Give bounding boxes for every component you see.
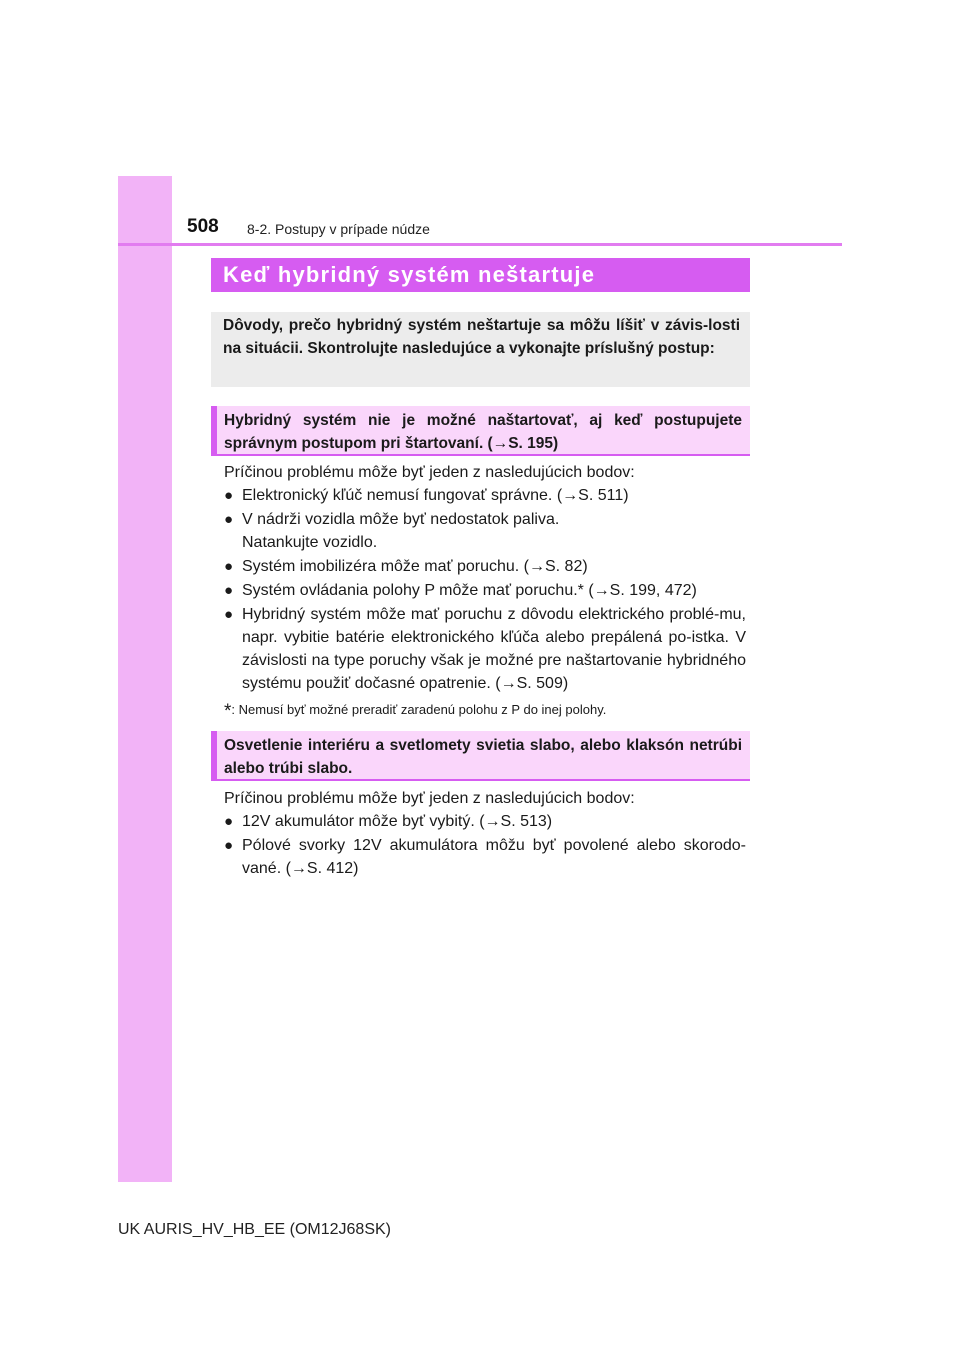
cause-lead-2: Príčinou problému môže byť jeden z nasledujúcich bodov: — [224, 790, 635, 807]
list-item-text: 12V akumulátor môže byť vybitý. (→S. 513) — [242, 813, 553, 830]
bullet-icon: ● — [224, 582, 234, 599]
list-item-text: Hybridný systém môže mať poruchu z dôvodu elektrického problé-mu, napr. vybitie batérie elektronického kľúča alebo prepálená po-istka. V závislosti na type poruchy však je možné pre naštartovanie hybridného systému použiť dočasné opatrenie. (→S. 509) — [242, 606, 746, 692]
bullet-icon: ● — [224, 813, 234, 830]
list-item-text: V nádrži vozidla môže byť nedostatok paliva. — [242, 511, 560, 528]
list-item-text: Pólové svorky 12V akumulátora môžu byť povolené alebo skorodo-vané. (→S. 412) — [242, 837, 746, 877]
list-item-text: Systém imobilizéra môže mať poruchu. (→S. 82) — [242, 558, 588, 575]
page-title: Keď hybridný systém neštartuje — [211, 258, 750, 292]
footnote-mark: * — [224, 701, 232, 722]
list-item — [224, 508, 746, 554]
intro-box: Dôvody, prečo hybridný systém neštartuje sa môžu líšiť v závis-losti na situácii. Skontrolujte nasledujúce a vykonajte príslušný postup: — [211, 312, 750, 387]
list-item — [224, 579, 746, 602]
footnote — [224, 701, 606, 723]
list-item — [224, 484, 746, 507]
section-label: 8-2. Postupy v prípade núdze — [247, 221, 430, 237]
cause-lead-1: Príčinou problému môže byť jeden z nasledujúcich bodov: — [224, 464, 635, 481]
bullet-icon: ● — [224, 487, 234, 504]
page-number: 508 — [187, 216, 219, 237]
list-item — [224, 603, 746, 695]
bullet-icon: ● — [224, 837, 234, 854]
list-item-text: Elektronický kľúč nemusí fungovať správne. (→S. 511) — [242, 487, 629, 504]
list-item — [224, 810, 746, 833]
list-item — [224, 834, 746, 880]
side-color-band — [118, 176, 172, 1182]
cause-list-1 — [224, 484, 746, 696]
list-item-subtext: Natankujte vozidlo. — [242, 534, 378, 551]
bullet-icon: ● — [224, 606, 234, 623]
bullet-icon: ● — [224, 511, 234, 528]
condition-heading-2: Osvetlenie interiéru a svetlomety svietia slabo, alebo klaksón netrúbi alebo trúbi slabo. — [211, 731, 750, 781]
condition-heading-1: Hybridný systém nie je možné naštartovať, aj keď postupujete správnym postupom pri štartovaní. (→S. 195) — [211, 406, 750, 456]
header-divider — [118, 243, 842, 246]
document-footer: UK AURIS_HV_HB_EE (OM12J68SK) — [118, 1221, 391, 1238]
bullet-icon: ● — [224, 558, 234, 575]
footnote-text: : Nemusí byť možné preradiť zaradenú polohu z P do inej polohy. — [231, 702, 607, 717]
list-item-text: Systém ovládania polohy P môže mať poruchu.* (→S. 199, 472) — [242, 582, 697, 599]
cause-list-2 — [224, 810, 746, 881]
list-item — [224, 555, 746, 578]
